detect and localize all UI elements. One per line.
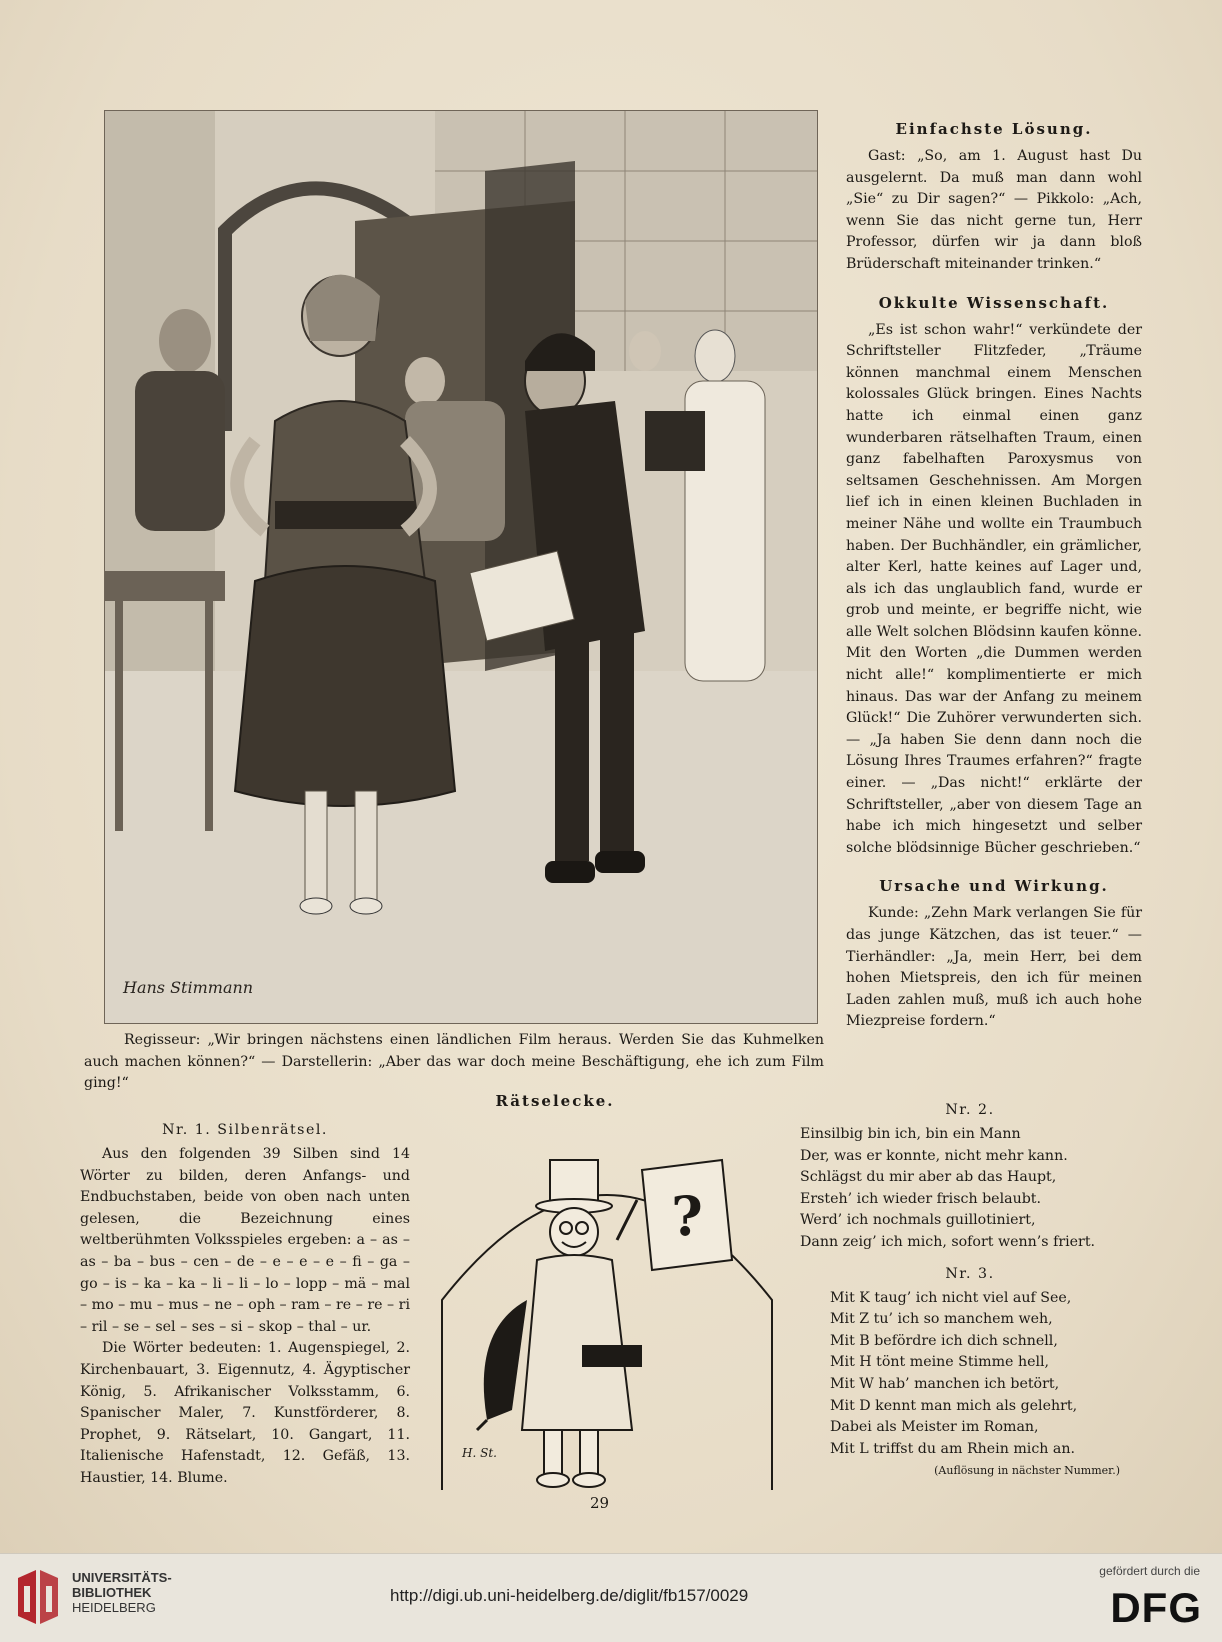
digital-copy-link[interactable]: http://digi.ub.uni-heidelberg.de/diglit/fb157/0029 [390,1586,749,1605]
cartoon-signature: H. St. [462,1446,497,1460]
university-library-logo-icon [14,1568,64,1626]
page-number: 29 [590,1494,610,1512]
puzzle-nr3-title: Nr. 3. [945,1265,995,1282]
illustrator-signature: Hans Stimmann [123,978,254,997]
poem-line: Dabei als Meister im Roman, [830,1419,1039,1436]
poem-line: Mit Z tu’ ich so manchem weh, [830,1311,1053,1328]
digital-library-footer [0,1553,1222,1642]
heading-einfachste-loesung: Einfachste Lösung. [895,120,1093,138]
poem-line: Ersteh’ ich wieder frisch belaubt. [800,1190,1042,1207]
poem-line: Mit W hab’ manchen ich betört, [830,1375,1060,1392]
puzzle-nr3-poem [800,1288,1140,1461]
puzzle-nr1-title: Nr. 1. Silbenrätsel. [162,1122,328,1138]
poem-line: Einsilbig bin ich, bin ein Mann [800,1126,1021,1142]
poem-line: Mit B befördre ich dich schnell, [830,1332,1058,1349]
cartoon-drawing [432,1130,782,1500]
poem-line: Schlägst du mir aber ab das Haupt, [800,1169,1057,1186]
heading-ursache-und-wirkung: Ursache und Wirkung. [879,877,1109,896]
funded-by-label: gefördert durch die [1099,1564,1200,1578]
solution-note: (Auflösung in nächster Nummer.) [934,1464,1120,1478]
puzzle-nr2-title: Nr. 2. [945,1102,995,1118]
joke-einfachste-loesung: Gast: „So, am 1. August hast Du ausgelernt. Da muß man dann wohl „Sie“ zu Dir sagen?“ — Pikkolo: „Ach, wenn Sie das nicht gerne tun, Herr Professor, dürfen wir ja dann bloß Brüderschaft miteinander trinken.“ [846,148,1142,272]
library-name-line2: BIBLIOTHEK [72,1585,152,1600]
poem-line: Werd’ ich nochmals guillotiniert, [800,1212,1036,1229]
riddle-cartoon [432,1130,782,1500]
illustration-drawing [105,111,817,1023]
puzzle-nr1-meanings: Die Wörter bedeuten: 1. Augenspiegel, 2. Kirchenbauart, 3. Eigennutz, 4. Ägyptischer König, 5. Afrikanischer Volksstamm, 6. Spanischer Maler, 7. Kunstförderer, 8. Prophet, 9. Rätselart, 10. Gangart, 11. Italienische Hafenstadt, 12. Gefäß, 13. Haustier, 14. Blume. [80,1340,410,1486]
dfg-logo: DFG [1110,1584,1202,1631]
joke-okkulte-wissenschaft: „Es ist schon wahr!“ verkündete der Schriftsteller Flitzfeder, „Träume können manchmal einem Menschen kolossales Glück bringen. Eines Nachts hatte ich einmal einen ganz wunderbaren rätselhaften Traum, einen ganz fabelhaften Paroxysmus von seltsamen Geschehnissen. Am Morgen lief ich in einen kleinen Buchladen in meiner Nähe und wollte ein Traumbuch haben. Der Buchhändler, ein grämlicher, alter Kerl, hatte keines auf Lager und, als ich das unglaublich fand, wurde er grob und meinte, er begriffe nicht, wie alle Welt solchen Blödsinn kaufen könne. Mit den Worten „die Dummen werden nicht alle!“ komplimentierte er mich hinaus. Das war der Anfang zu meinem Glück!“ Die Zuhörer verwunderten sich. — „Ja haben Sie denn dann noch die Lösung Ihres Traumes erfahren?“ fragte einer. — „Das nicht!“ erklärte der Schriftsteller, „aber von diesem Tage an habe ich mich hingesetzt und selber solche blödsinnige Bücher geschrieben.“ [846,321,1142,856]
cartoon-question-mark: ? [671,1184,703,1248]
joke-ursache-und-wirkung: Kunde: „Zehn Mark verlangen Sie für das junge Kätzchen, das ist teuer.“ — Tierhändler: „Ja, mein Herr, bei dem hohen Mietspreis, den ich für meinen Laden zahlen muß, muß ich auch hohe Miezpreise fordern.“ [846,905,1142,1030]
puzzle-nr1-intro: Aus den folgenden 39 Silben sind 14 Wörter zu bilden, deren Anfangs- und Endbuchstaben, beide von oben nach unten gelesen, die Bezeichnung eines weltberühmten Volksspieles ergeben: a – as – as – ba – bus – cen – de – e – e – e – fi – ga – go – is – ka – ka – li – li – lo – lopp – mä – mal – mo – mu – mus – ne – oph – ram – re – re – ri – ril – se – sel – ses – si – skop – thal – ur. [80,1146,410,1335]
library-name-line3: HEIDELBERG [72,1600,156,1615]
poem-line: Der, was er konnte, nicht mehr kann. [800,1147,1068,1164]
illustration-caption: Regisseur: „Wir bringen nächstens einen ländlichen Film heraus. Werden Sie das Kuhmelken auch machen können?“ — Darstellerin: „Aber das war doch meine Beschäftigung, ehe ich zum Film ging!“ [84,1032,824,1092]
puzzle-nr1 [80,1122,410,1490]
puzzles-nr2-nr3 [800,1102,1140,1477]
film-studio-illustration [104,110,818,1024]
poem-line: Mit H tönt meine Stimme hell, [830,1354,1050,1371]
raetselecke-title: Rätselecke. [495,1092,615,1110]
puzzle-nr2-poem [800,1124,1140,1254]
poem-line: Mit K taug’ ich nicht viel auf See, [830,1289,1072,1306]
right-column [846,120,1142,1033]
heading-okkulte-wissenschaft: Okkulte Wissenschaft. [878,293,1110,312]
poem-line: Mit L triffst du am Rhein mich an. [830,1440,1076,1457]
poem-line: Dann zeig’ ich mich, sofort wenn’s friert. [800,1233,1096,1250]
library-name [72,1570,172,1615]
library-name-line1: UNIVERSITÄTS- [72,1570,172,1585]
poem-line: Mit D kennt man mich als gelehrt, [830,1397,1078,1414]
